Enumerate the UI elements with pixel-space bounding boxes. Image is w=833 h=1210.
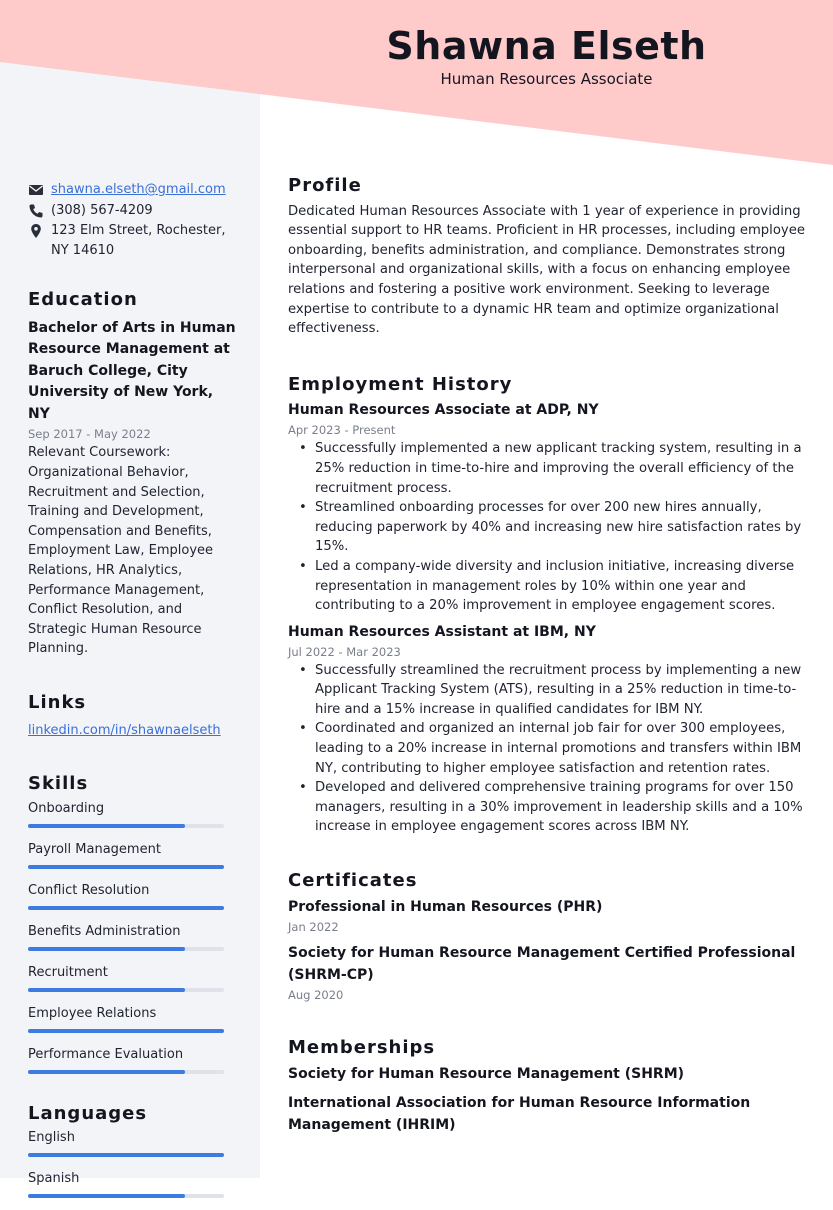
- job-bullet: • Led a company-wide diversity and inclusion initiative, increasing diverse representation in management roles by 10% within one year and contributing to a 20% improvement in employee engagement scores.: [298, 557, 808, 616]
- address: 123 Elm Street, Rochester, NY 14610: [51, 223, 226, 258]
- skill-level-fill: [28, 1070, 185, 1074]
- language-item: [28, 1169, 238, 1198]
- memberships-section: [288, 1038, 808, 1136]
- skill-level-fill: [28, 947, 185, 951]
- skill-level-bar: [28, 1029, 224, 1033]
- language-level-fill: [28, 1194, 185, 1198]
- candidate-name: Shawna Elseth: [386, 24, 707, 68]
- membership-item: International Association for Human Resource Information Management (IHRIM): [288, 1095, 751, 1133]
- profile-heading: Profile: [288, 175, 362, 196]
- skill-label: Payroll Management: [28, 841, 161, 857]
- education-coursework: Relevant Coursework: Organizational Behavior, Recruitment and Selection, Training and Development, Compensation and Benefits, Employment Law, Employee Relations, HR Analytics, Performance Management, Conflict Resolution, and Strategic Human Resource Planning.: [28, 445, 214, 657]
- certificate-title: Society for Human Resource Management Certified Professional (SHRM-CP): [288, 945, 796, 983]
- skill-label: Performance Evaluation: [28, 1046, 184, 1062]
- job-dates: Jul 2022 - Mar 2023: [288, 644, 401, 659]
- skill-item: [28, 1045, 238, 1074]
- email-link[interactable]: shawna.elseth@gmail.com: [51, 182, 226, 197]
- education-section: [28, 290, 238, 659]
- languages-list: [28, 1128, 238, 1198]
- certificate-entry: [288, 943, 808, 1004]
- main-content: [288, 176, 808, 1144]
- certificates-heading: Certificates: [288, 870, 418, 892]
- job-bullets: [298, 661, 808, 837]
- contact-address-row: [28, 221, 238, 260]
- skill-label: Conflict Resolution: [28, 882, 150, 898]
- certificate-title: Professional in Human Resources (PHR): [288, 898, 603, 915]
- envelope-icon: [28, 182, 44, 198]
- skills-list: [28, 799, 238, 1074]
- memberships-heading: Memberships: [288, 1037, 436, 1059]
- certificate-date: Aug 2020: [288, 988, 344, 1003]
- job-dates: Apr 2023 - Present: [288, 423, 396, 438]
- linkedin-link[interactable]: linkedin.com/in/shawnaelseth: [28, 722, 221, 738]
- language-level-bar: [28, 1194, 224, 1198]
- job-title: Human Resources Associate at ADP, NY: [288, 402, 599, 419]
- degree-title: Bachelor of Arts in Human Resource Management at Baruch College, City University of New York, NY: [28, 319, 236, 422]
- memberships-list: [288, 1064, 808, 1137]
- language-level-fill: [28, 1153, 224, 1157]
- education-heading: Education: [28, 289, 138, 311]
- job-title: Human Resources Assistant at IBM, NY: [288, 623, 596, 640]
- skill-item: [28, 840, 238, 869]
- skill-item: [28, 799, 238, 828]
- skill-level-bar: [28, 1070, 224, 1074]
- skill-level-bar: [28, 824, 224, 828]
- languages-section: [28, 1104, 238, 1199]
- membership-item: Society for Human Resource Management (SHRM): [288, 1065, 685, 1082]
- contact-email-row: [28, 180, 238, 200]
- profile-section: [288, 176, 808, 339]
- skill-level-fill: [28, 1029, 224, 1033]
- skill-label: Employee Relations: [28, 1005, 157, 1021]
- skills-section: [28, 774, 238, 1074]
- job-entry: [288, 400, 808, 615]
- language-label: Spanish: [28, 1171, 80, 1187]
- skill-level-bar: [28, 947, 224, 951]
- language-label: English: [28, 1130, 75, 1146]
- job-bullet: • Streamlined onboarding processes for over 200 new hires annually, reducing paperwork by 40% and increasing new hire satisfaction rates by 15%.: [298, 498, 808, 557]
- employment-heading: Employment History: [288, 373, 513, 395]
- skill-item: [28, 881, 238, 910]
- certificates-section: [288, 871, 808, 1004]
- job-bullet: • Successfully implemented a new applicant tracking system, resulting in a 25% reduction in time-to-hire and improving the overall efficiency of the recruitment process.: [298, 439, 808, 498]
- skill-label: Benefits Administration: [28, 923, 181, 939]
- skill-item: [28, 1004, 238, 1033]
- employment-section: [288, 375, 808, 837]
- skill-label: Onboarding: [28, 800, 105, 816]
- phone-number: (308) 567-4209: [51, 202, 153, 218]
- skill-label: Recruitment: [28, 964, 108, 980]
- profile-text: Dedicated Human Resources Associate with 1 year of experience in providing essential support to HR teams. Proficient in HR processes, including employee onboarding, benefits administration, and compliance. Demonstrates strong interpersonal and organizational skills, with a focus on enhancing employee relations and fostering a positive work environment. Seeking to leverage expertise to contribute to a dynamic HR team and optimize organizational effectiveness.: [288, 203, 805, 337]
- language-level-bar: [28, 1153, 224, 1157]
- skill-item: [28, 963, 238, 992]
- links-section: [28, 693, 238, 740]
- certificates-list: [288, 897, 808, 1005]
- job-bullet: • Successfully streamlined the recruitment process by implementing a new Applicant Tracking System (ATS), resulting in a 25% reduction in time-to-hire and a 15% increase in qualified candidates for IBM NY.: [298, 661, 808, 720]
- languages-heading: Languages: [28, 1102, 148, 1124]
- skill-level-fill: [28, 865, 224, 869]
- skills-heading: Skills: [28, 773, 89, 795]
- skill-level-fill: [28, 906, 224, 910]
- job-bullet: • Coordinated and organized an internal job fair for over 300 employees, leading to a 20% increase in internal promotions and transfers within IBM NY, contributing to higher employee satisfaction and retention rates.: [298, 719, 808, 778]
- contact-phone-row: [28, 201, 238, 221]
- skill-level-bar: [28, 906, 224, 910]
- language-item: [28, 1128, 238, 1157]
- certificate-entry: [288, 897, 808, 937]
- contact-section: [28, 180, 238, 260]
- skill-level-bar: [28, 865, 224, 869]
- certificate-date: Jan 2022: [288, 920, 339, 935]
- map-pin-icon: [28, 223, 44, 239]
- job-bullets: [298, 439, 808, 615]
- skill-level-bar: [28, 988, 224, 992]
- skill-level-fill: [28, 988, 185, 992]
- job-entry: [288, 622, 808, 837]
- education-dates: Sep 2017 - May 2022: [28, 427, 151, 442]
- phone-icon: [28, 203, 44, 219]
- skill-item: [28, 922, 238, 951]
- skill-level-fill: [28, 824, 185, 828]
- jobs-list: [288, 400, 808, 837]
- links-heading: Links: [28, 692, 87, 713]
- candidate-role: Human Resources Associate: [440, 70, 653, 88]
- job-bullet: • Developed and delivered comprehensive training programs for over 150 managers, resulting in a 30% improvement in leadership skills and a 10% increase in employee engagement scores across IBM NY.: [298, 778, 808, 837]
- sidebar: [28, 180, 238, 1210]
